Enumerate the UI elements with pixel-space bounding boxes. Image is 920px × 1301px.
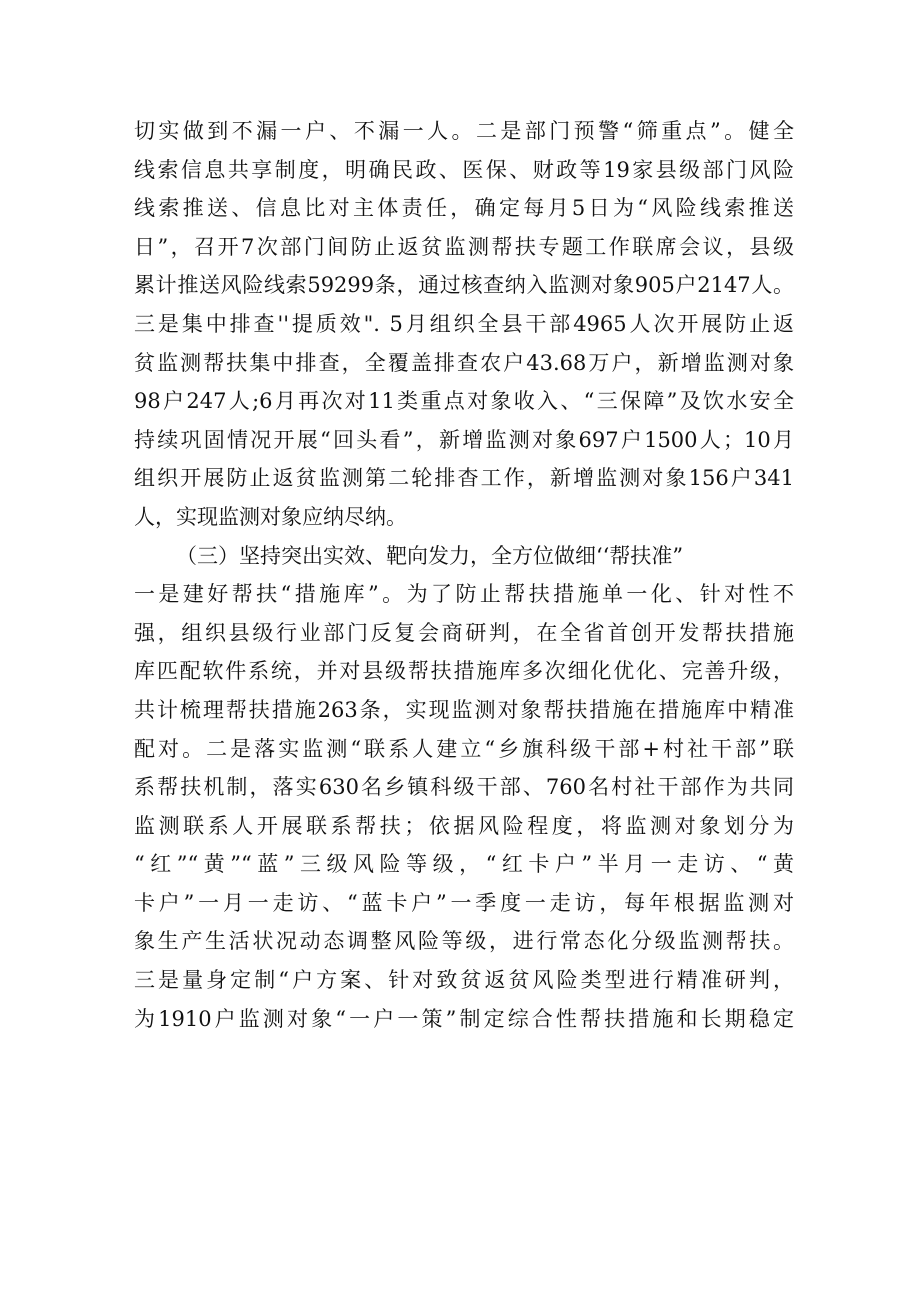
text-line: 共计梳理帮扶措施263条，实现监测对象帮扶措施在措施库中精准 bbox=[134, 697, 794, 722]
text-line: 人，实现监测对象应纳尽纳。 bbox=[134, 504, 407, 529]
text-line: 监测联系人开展联系帮扶；依据风险程度，将监测对象划分为 bbox=[134, 813, 794, 838]
text-line: 一是建好帮扶“措施库”。为了防止帮扶措施单一化、针对性不 bbox=[134, 582, 794, 607]
text-line: 98户247人;6月再次对11类重点对象收入、“三保障”及饮水安全 bbox=[134, 389, 794, 414]
text-line: 三是量身定制“户方案、针对致贫返贫风险类型进行精准研判， bbox=[134, 968, 794, 993]
text-line: 日”，召开7次部门间防止返贫监测帮扶专题工作联席会议，县级 bbox=[134, 234, 794, 259]
text-line: “红”“黄”“蓝”三级风险等级，“红卡户”半月一走访、“黄 bbox=[134, 852, 794, 877]
text-line: 强，组织县级行业部门反复会商研判，在全省首创开发帮扶措施 bbox=[134, 620, 794, 645]
text-line: 三是集中排查''提质效". 5月组织全县干部4965人次开展防止返 bbox=[134, 311, 794, 336]
text-line: 库匹配软件系统，并对县级帮扶措施库多次细化优化、完善升级， bbox=[134, 659, 794, 684]
text-line: 卡户”一月一走访、“蓝卡户”一季度一走访，每年根据监测对 bbox=[134, 890, 794, 915]
text-line: 组织开展防止返贫监测第二轮排杳工作，新增监测对象156户341 bbox=[134, 466, 794, 491]
text-line: 为1910户监测对象“一户一策”制定综合性帮扶措施和长期稳定 bbox=[134, 1006, 794, 1031]
text-line: 象生产生活状况动态调整风险等级，进行常态化分级监测帮扶。 bbox=[134, 929, 794, 954]
section-heading: （三）坚持突出实效、靶向发力，全方位做细‘‘帮扶准” bbox=[176, 543, 684, 568]
body-text bbox=[134, 112, 794, 1038]
text-line: 累计推送风险线索59299条，通过核查纳入监测对象905户2147人。 bbox=[134, 273, 794, 298]
text-line: 线索推送、信息比对主体责任，确定每月5日为“风险线索推送 bbox=[134, 196, 794, 221]
text-line: 配对。二是落实监测“联系人建立“乡旗科级干部+村社干部”联 bbox=[134, 736, 794, 761]
text-line: 持续巩固情况开展“回头看”，新增监测对象697户1500人；10月 bbox=[134, 427, 794, 452]
text-line: 切实做到不漏一户、不漏一人。二是部门预警“筛重点”。健全 bbox=[134, 119, 794, 143]
text-line: 系帮扶机制，落实630名乡镇科级干部、760名村社干部作为共同 bbox=[134, 775, 794, 800]
text-line: 线索信息共享制度，明确民政、医保、财政等19家县级部门风险 bbox=[134, 157, 794, 182]
text-line: 贫监测帮扶集中排查，全覆盖排查农户43.68万户，新增监测对象 bbox=[134, 350, 794, 375]
